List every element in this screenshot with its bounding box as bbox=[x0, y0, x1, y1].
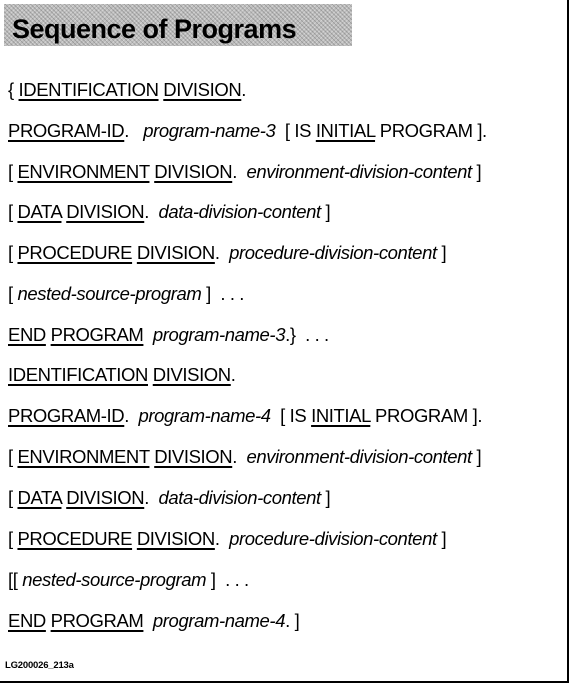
placeholder-term: program-name-3 bbox=[152, 324, 286, 345]
syntax-line bbox=[8, 77, 246, 103]
keyword: ENVIRONMENT bbox=[17, 446, 150, 467]
title-banner bbox=[4, 4, 352, 46]
keyword: END bbox=[8, 610, 46, 631]
syntax-line bbox=[8, 567, 249, 593]
syntax-text: . bbox=[144, 201, 159, 222]
placeholder-term: program-name-4 bbox=[138, 405, 271, 426]
keyword: INITIAL bbox=[315, 120, 376, 141]
keyword: PROGRAM-ID bbox=[8, 120, 125, 141]
keyword: PROGRAM bbox=[50, 324, 144, 345]
syntax-line bbox=[8, 608, 299, 634]
keyword: DIVISION bbox=[154, 161, 233, 182]
syntax-text: ] bbox=[471, 161, 482, 182]
keyword: DATA bbox=[17, 201, 62, 222]
placeholder-term: data-division-content bbox=[158, 201, 321, 222]
placeholder-term: procedure-division-content bbox=[229, 242, 437, 263]
keyword: IDENTIFICATION bbox=[8, 364, 148, 385]
keyword: DATA bbox=[17, 487, 62, 508]
syntax-text: . bbox=[230, 364, 236, 385]
syntax-text: [ bbox=[8, 161, 18, 182]
syntax-text: [ bbox=[8, 201, 18, 222]
keyword: INITIAL bbox=[311, 405, 371, 426]
placeholder-term: data-division-content bbox=[158, 487, 321, 508]
syntax-text bbox=[143, 324, 152, 345]
syntax-text: .} . . . bbox=[285, 324, 329, 345]
syntax-text: [ IS bbox=[270, 405, 312, 426]
keyword: DIVISION bbox=[66, 487, 145, 508]
syntax-text: { bbox=[8, 79, 19, 100]
keyword: ENVIRONMENT bbox=[17, 161, 150, 182]
syntax-line bbox=[8, 281, 244, 307]
page-title: Sequence of Programs bbox=[12, 14, 297, 44]
syntax-line bbox=[8, 240, 446, 266]
placeholder-term: environment-division-content bbox=[246, 446, 472, 467]
syntax-text: [ bbox=[8, 242, 18, 263]
placeholder-term: program-name-3 bbox=[143, 120, 276, 141]
syntax-line bbox=[8, 159, 481, 185]
syntax-text: . bbox=[124, 405, 139, 426]
placeholder-term: nested-source-program bbox=[22, 569, 207, 590]
keyword: DIVISION bbox=[66, 201, 145, 222]
syntax-text: . ] bbox=[285, 610, 300, 631]
placeholder-term: nested-source-program bbox=[17, 283, 202, 304]
syntax-text bbox=[143, 610, 152, 631]
syntax-text: . bbox=[144, 487, 159, 508]
syntax-text: . bbox=[214, 242, 230, 263]
syntax-text: PROGRAM ]. bbox=[375, 120, 487, 141]
keyword: PROGRAM bbox=[50, 610, 144, 631]
keyword: DIVISION bbox=[152, 364, 231, 385]
syntax-text: . bbox=[232, 161, 247, 182]
syntax-text: . bbox=[232, 446, 247, 467]
syntax-text: ] . . . bbox=[206, 569, 249, 590]
keyword: DIVISION bbox=[136, 528, 215, 549]
syntax-line bbox=[8, 485, 330, 511]
syntax-line bbox=[8, 526, 446, 552]
keyword: DIVISION bbox=[136, 242, 215, 263]
syntax-line bbox=[8, 322, 329, 348]
syntax-line bbox=[8, 362, 236, 388]
syntax-text: PROGRAM ]. bbox=[370, 405, 483, 426]
syntax-text: ] bbox=[436, 242, 447, 263]
figure-id-label: LG200026_213a bbox=[5, 660, 74, 671]
syntax-text: [ bbox=[8, 487, 18, 508]
keyword: DIVISION bbox=[163, 79, 242, 100]
syntax-text: [ IS bbox=[275, 120, 316, 141]
keyword: IDENTIFICATION bbox=[18, 79, 159, 100]
keyword: DIVISION bbox=[154, 446, 233, 467]
syntax-text: [[ bbox=[8, 569, 23, 590]
syntax-text: ] bbox=[471, 446, 482, 467]
keyword: END bbox=[8, 324, 46, 345]
placeholder-term: procedure-division-content bbox=[229, 528, 437, 549]
syntax-text: ] bbox=[436, 528, 447, 549]
keyword: PROCEDURE bbox=[17, 528, 133, 549]
syntax-text: ] bbox=[320, 487, 331, 508]
syntax-text: . bbox=[124, 120, 144, 141]
placeholder-term: program-name-4 bbox=[152, 610, 286, 631]
syntax-text: . bbox=[241, 79, 247, 100]
keyword: PROCEDURE bbox=[17, 242, 133, 263]
syntax-text: [ bbox=[8, 446, 18, 467]
syntax-text: . bbox=[214, 528, 230, 549]
keyword: PROGRAM-ID bbox=[8, 405, 125, 426]
syntax-line bbox=[8, 199, 330, 225]
placeholder-term: environment-division-content bbox=[246, 161, 472, 182]
syntax-text: ] . . . bbox=[201, 283, 245, 304]
syntax-text: [ bbox=[8, 283, 18, 304]
syntax-line bbox=[8, 403, 482, 429]
syntax-text: [ bbox=[8, 528, 18, 549]
syntax-line bbox=[8, 444, 481, 470]
syntax-line bbox=[8, 118, 487, 144]
syntax-text: ] bbox=[320, 201, 331, 222]
